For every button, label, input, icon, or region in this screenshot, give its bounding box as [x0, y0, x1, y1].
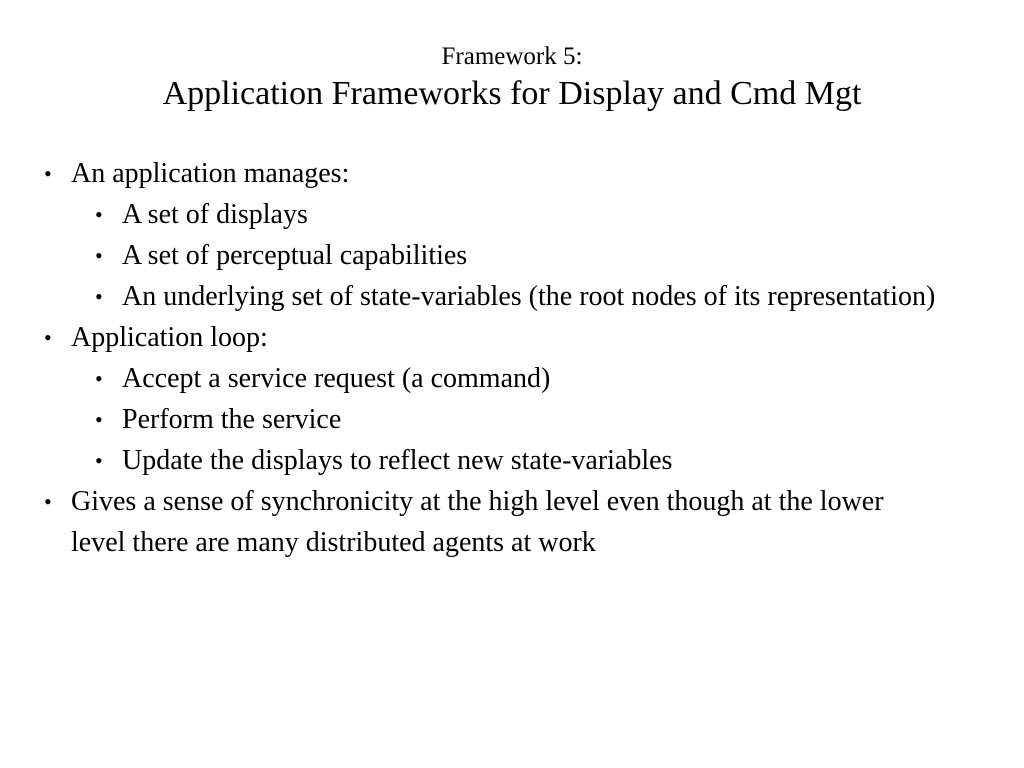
- sub-bullet-item: [95, 399, 944, 440]
- bullet-icon: •: [95, 366, 103, 391]
- bullet-icon: •: [95, 448, 103, 473]
- sub-bullet-item: [95, 276, 944, 317]
- bullet-icon: •: [44, 489, 52, 514]
- bullet-list: [44, 153, 944, 563]
- slide-title: Application Frameworks for Display and Cmd Mgt: [162, 75, 862, 112]
- bullet-icon: •: [44, 161, 52, 186]
- bullet-text: Accept a service request (a command): [122, 363, 551, 394]
- sub-bullet-item: [95, 235, 944, 276]
- slide-kicker: Framework 5:: [441, 43, 583, 70]
- sub-bullet-item: [95, 440, 944, 481]
- bullet-text: A set of perceptual capabilities: [122, 240, 468, 271]
- bullet-text: Perform the service: [122, 404, 342, 435]
- bullet-text: Update the displays to reflect new state-variables: [122, 445, 673, 476]
- sub-bullet-item: [95, 358, 944, 399]
- bullet-icon: •: [95, 202, 103, 227]
- bullet-icon: •: [95, 284, 103, 309]
- bullet-item: [44, 153, 944, 194]
- bullet-text: Gives a sense of synchronicity at the high level even though at the lower level there are many distributed agents at work: [71, 486, 884, 558]
- bullet-icon: •: [95, 407, 103, 432]
- bullet-text: An underlying set of state-variables (the root nodes of its representation): [122, 281, 936, 312]
- bullet-text: Application loop:: [71, 322, 268, 353]
- bullet-text: An application manages:: [71, 158, 350, 189]
- sub-bullet-item: [95, 194, 944, 235]
- bullet-item: [44, 481, 944, 563]
- slide-title-block: [0, 42, 1024, 114]
- bullet-icon: •: [44, 325, 52, 350]
- bullet-text: A set of displays: [122, 199, 308, 230]
- bullet-item: [44, 317, 944, 358]
- bullet-icon: •: [95, 243, 103, 268]
